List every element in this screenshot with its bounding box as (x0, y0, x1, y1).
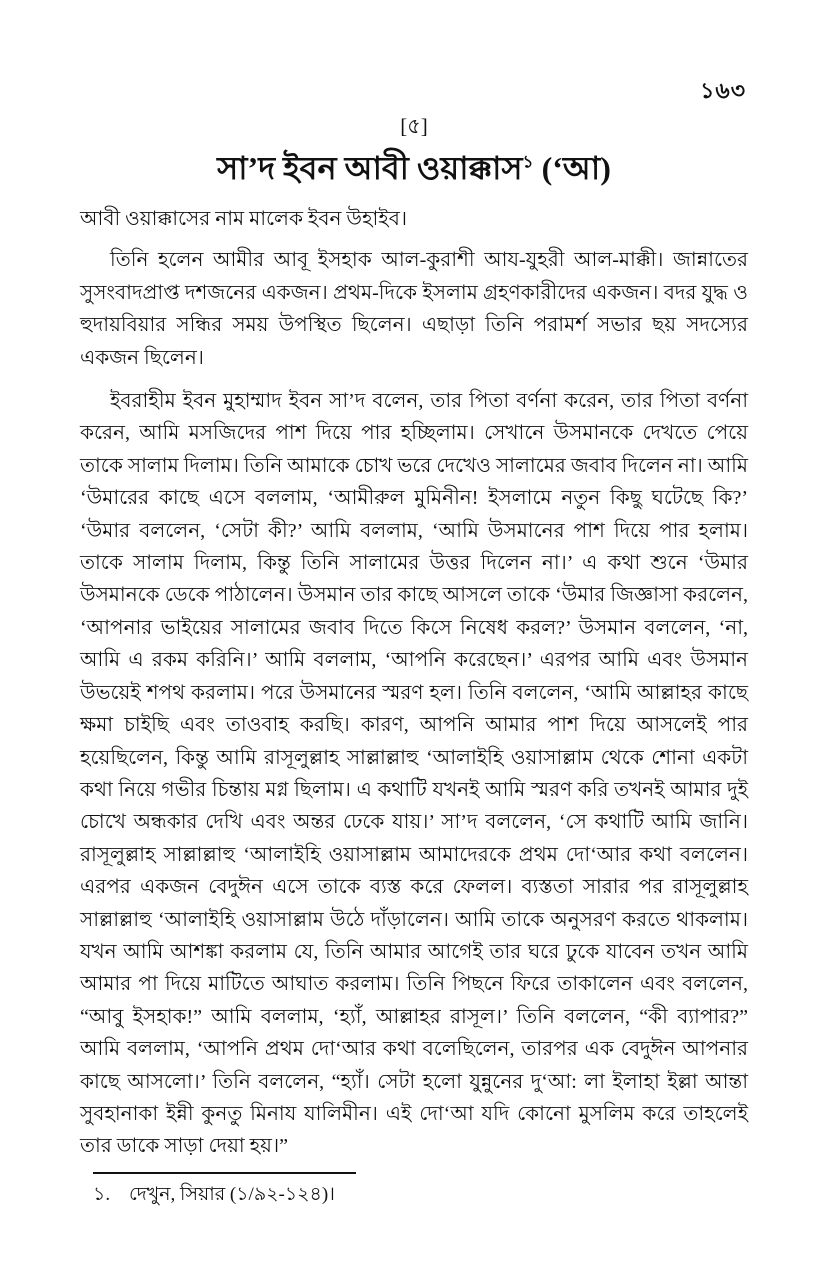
page-title-suffix: (‘আ) (533, 150, 611, 186)
footnote-divider (93, 1172, 356, 1174)
footnote-ref-superscript: ১ (522, 152, 534, 172)
page-title (80, 146, 748, 190)
footnote-marker: ১. (93, 1183, 111, 1205)
section-number: [৫] (400, 114, 428, 138)
footnote-text: দেখুন, সিয়ার (১/৯২-১২৪)। (129, 1183, 335, 1205)
body-paragraph: আবী ওয়াক্কাসের নাম মালেক ইবন উহাইব। (80, 208, 407, 230)
body-paragraph: ইবরাহীম ইবন মুহাম্মাদ ইবন সা’দ বলেন, তার পিতা বর্ণনা করেন, তার পিতা বর্ণনা করেন, আমি মসজিদের পাশ দিয়ে পার হচ্ছিলাম। সেখানে উসমানকে দেখতে পেয়ে তাকে সালাম দিলাম। তিনি আমাকে চোখ ভরে দেখেও সালামের জবাব দিলেন না। আমি ‘উমারের কাছে এসে বললাম, ‘আমীরুল মুমিনীন! ইসলামে নতুন কিছু ঘটেছে কি?’ ‘উমার বললেন, ‘সেটা কী?’ আমি বললাম, ‘আমি উসমানের পাশ দিয়ে পার হলাম। তাকে সালাম দিলাম, কিন্তু তিনি সালামের উত্তর দিলেন না।’ এ কথা শুনে ‘উমার উসমানকে ডেকে পাঠালেন। উসমান তার কাছে আসলে তাকে ‘উমার জিজ্ঞাসা করলেন, ‘আপনার ভাইয়ের সালামের জবাব দিতে কিসে নিষেধ করল?’ উসমান বললেন, ‘না, আমি এ রকম করিনি।’ আমি বললাম, ‘আপনি করেছেন।’ এরপর আমি এবং উসমান উভয়েই শপথ করলাম। পরে উসমানের স্মরণ হল। তিনি বললেন, ‘আমি আল্লাহর কাছে ক্ষমা চাইছি এবং তাওবাহ করছি। কারণ, আপনি আমার পাশ দিয়ে আসলেই পার হয়েছিলেন, কিন্তু আমি রাসূলুল্লাহ সাল্লাল্লাহু ‘আলাইহি ওয়াসাল্লাম থেকে শোনা একটা কথা নিয়ে গভীর চিন্তায় মগ্ন ছিলাম। এ কথাটি যখনই আমি স্মরণ করি তখনই আমার দুই চোখে অন্ধকার দেখি এবং অন্তর ঢেকে যায়।’ সা’দ বললেন, ‘সে কথাটি আমি জানি। রাসূলুল্লাহ সাল্লাল্লাহু ‘আলাইহি ওয়াসাল্লাম আমাদেরকে প্রথম দো‘আর কথা বললেন। এরপর একজন বেদুঈন এসে তাকে ব্যস্ত করে ফেলল। ব্যস্ততা সারার পর রাসূলুল্লাহ সাল্লাল্লাহু ‘আলাইহি ওয়াসাল্লাম উঠে দাঁড়ালেন। আমি তাকে অনুসরণ করতে থাকলাম। যখন আমি আশঙ্কা করলাম যে, তিনি আমার আগেই তার ঘরে ঢুকে যাবেন তখন আমি আমার পা দিয়ে মাটিতে আঘাত করলাম। তিনি পিছনে ফিরে তাকালেন এবং বললেন, “আবু ইসহাক!” আমি বললাম, ‘হ্যাঁ, আল্লাহর রাসূল।’ তিনি বললেন, “কী ব্যাপার?” আমি বললাম, ‘আপনি প্রথম দো‘আর কথা বলেছিলেন, তারপর এক বেদুঈন আপনার কাছে আসলো।’ তিনি বললেন, “হ্যাঁ। সেটা হলো যুন্নুনের দু‘আ: লা ইলাহা ইল্লা আন্তা সুবহানাকা ইন্নী কুনতু মিনায যালিমীন। এই দো‘আ যদি কোনো মুসলিম করে তাহলেই তার ডাকে সাড়া দেয়া হয়।” (80, 390, 748, 1158)
page-number: ১৬৩ (700, 78, 746, 103)
body-paragraph: তিনি হলেন আমীর আবূ ইসহাক আল-কুরাশী আয-যুহরী আল-মাক্কী। জান্নাতের সুসংবাদপ্রাপ্ত দশজনের একজন। প্রথম-দিকে ইসলাম গ্রহণকারীদের একজন। বদর যুদ্ধ ও হুদায়বিয়ার সন্ধির সময় উপস্থিত ছিলেন। এছাড়া তিনি পরামর্শ সভার ছয় সদস্যের একজন ছিলেন। (80, 249, 748, 369)
page-title-text: সা’দ ইবন আবী ওয়াক্কাস (217, 150, 523, 186)
footnote (80, 1181, 748, 1209)
